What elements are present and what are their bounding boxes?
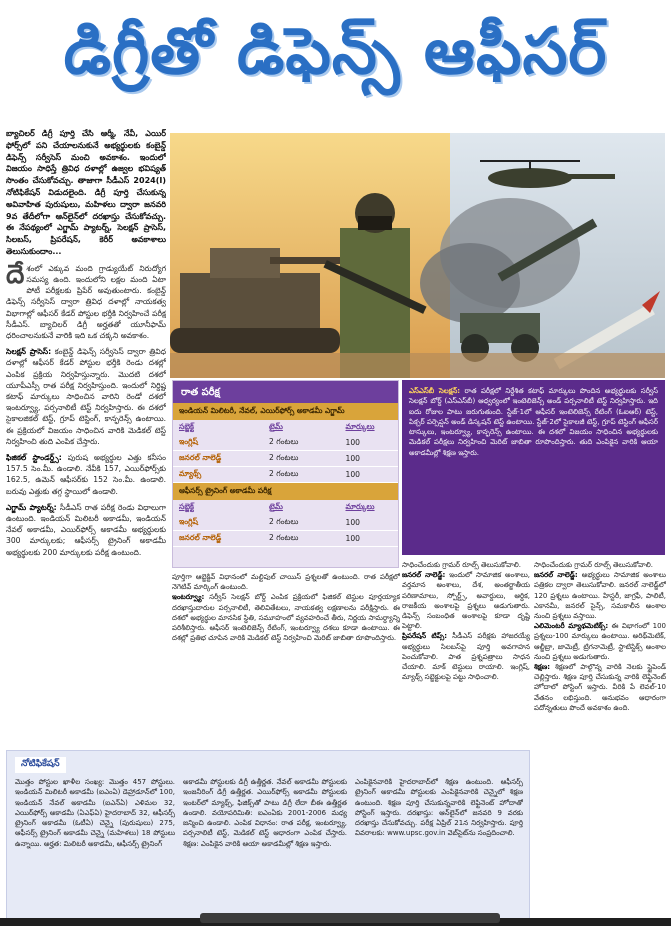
exam-subheader-ima: ఇండియన్ మిలిటరీ, నేవల్, ఎయిర్‌ఫోర్స్ అకాడమీ ఎగ్జామ్ — [173, 403, 398, 420]
notification-header: నోటిఫికేషన్ — [15, 757, 66, 773]
left-column — [6, 128, 166, 768]
intro-paragraph: దేశంలో ఎక్కువ మంది గ్రాడ్యుయేట్ నిరుద్యోగ సమస్య ఉంది. ఇందులోని లక్షల మంది ఏటా పోటీ పరీక్షలకు ప్రిపేర్ అవుతుంటారు. కంబైన్డ్ డిఫెన్స్ సర్వీసెస్ ద్వారా త్రివిధ దళాల్లో నాయకత్వ విభాగాల్లో ఆఫీసర్ కేడర్ పోస్టుల భర్తీకి నిర్వహించే పరీక్ష సీడీఎస్. బ్యాచిలర్ డిగ్రీ అర్హతతో యూనీఫామ్ ధరించాలనుకునే వారికి ఇది ఒక చక్కని అవకాశం. — [6, 259, 166, 340]
lead-paragraph: బ్యాచిలర్ డిగ్రీ పూర్తి చేసి ఆర్మీ, నేవీ, ఎయిర్ ఫోర్స్‌లో పని చేయాలనుకునే అభ్యర్థులకు కంబైన్డ్ డిఫెన్స్ సర్వీసెస్ మంచి అవకాశం. ఇందులో విజయం సాధిస్తే త్రివిధ దళాల్లో ఉజ్వల భవిష్యత్ సొంతం చేసుకోవచ్చు. తాజాగా సీడీఎస్ 2024(I) నోటిఫికేషన్ విడుదలైంది. డిగ్రీ పూర్తి చేసుకున్న అవివాహిత పురుషులు, మహిళలు ద్వారా జనవరి 9వ తేదీలోగా ఆన్‌లైన్‌లో దరఖాస్తు చేసుకోవచ్చు. ఈ నేపథ్యంలో ఎగ్జామ్ ప్యాటర్న్, సెలక్షన్ ప్రాసెస్, సిలబస్, ప్రిపరేషన్, కెరీర్ అవకాశాలు తెలుసుకుందాం... — [6, 129, 166, 256]
exam-subheader-ota: ఆఫీసర్స్ ట్రైనింగ్ అకాడమీ పరీక్ష — [173, 483, 398, 500]
middle-column — [172, 572, 400, 747]
defence-photo-collage — [170, 133, 665, 378]
exam-box-header: రాత పరీక్ష — [173, 381, 398, 403]
right-column — [534, 560, 666, 920]
ssb-text: రాత పరీక్షలో నిర్దేశిత కటాఫ్ మార్కులు పొందిన అభ్యర్థులకు సర్వీస్ సెలక్షన్ బోర్డ్ (ఎస్ఎస్‌బీ) ఆధ్వర్యంలో ఇంటెలిజెన్స్ అండ్ పర్సనాలిటీ టెస్ట్ నిర్వహిస్తారు. ఇది ఐదు రోజుల పాటు జరుగుతుంది. స్టేజ్-1లో ఆఫీసర్ ఇంటెలిజెన్స్ రేటింగ్ (ఓఐఆర్) టెస్ట్, పిక్చర్ పర్సెప్షన్ అండ్ డిస్కషన్ టెస్ట్ ఉంటాయి. స్టేజ్-2లో సైకాలజీ టెస్ట్, గ్రూప్ టెస్టింగ్ ఆఫీసర్ టాస్కులు, ఇంటర్వ్యూ, కాన్ఫరెన్స్ ఉంటాయి. ఈ దశలో విజయం సాధించిన అభ్యర్థులకు మెడికల్ పరీక్షలు నిర్వహించి మెరిట్ జాబితా రూపొందిస్తారు. తుది ఎంపికైన వారికి ఆయా అకాడమీల్లో శిక్షణ ఇస్తారు. — [409, 387, 658, 457]
collage-illustration — [170, 133, 665, 378]
exam-table-ima — [173, 420, 398, 483]
prep-paragraph: ప్రిపరేషన్ టిప్స్: సీడీఎస్ పరీక్షకు హాజరయ్యే అభ్యర్థులు సిలబస్‌పై పూర్తి అవగాహన పెంచుకోవాలి. పాత ప్రశ్నపత్రాలు సాధన చేయాలి. మాక్ టెస్టులు రాయాలి. ఇంగ్లిష్, మ్యాథ్స్ సబ్జెక్టులపై పట్టు సాధించాలి. — [402, 632, 530, 682]
col-time: టైమ్ — [269, 422, 283, 431]
notification-col-1: మొత్తం పోస్టుల ఖాళీల సంఖ్య: మొత్తం 457 పోస్టులు. ఇండియన్ మిలిటరీ అకాడమీ (ఐఎంఏ) డెహ్రాడూన్‌లో 100, ఇండియన్ నేవల్ అకాడమీ (ఐఎన్ఏ) ఎళిమల 32, ఎయిర్‌ఫోర్స్ అకాడమీ (ఏఎఫ్ఏ) హైదరాబాద్ 32, ఆఫీసర్స్ ట్రైనింగ్ అకాడమీ (ఓటీఏ) చెన్నై (పురుషులు) 275, ఆఫీసర్స్ ట్రైనింగ్ అకాడమీ చెన్నై (మహిళలు) 18 పోస్టులు ఉన్నాయి. అర్హత: మిలిటరీ అకాడమీ, ఆఫీసర్స్ ట్రైనింగ్ — [15, 778, 175, 848]
table-row: మ్యాథ్స్ 2 గంటలు 100 — [173, 467, 398, 483]
notification-col-2: అకాడమీ పోస్టులకు డిగ్రీ ఉత్తీర్ణత. నేవల్ అకాడమీ పోస్టులకు ఇంజనీరింగ్ డిగ్రీ ఉత్తీర్ణత. ఎయిర్‌ఫోర్స్ అకాడమీ పోస్టులకు ఇంటర్‌లో మ్యాథ్స్, ఫిజిక్స్‌తో పాటు డిగ్రీ లేదా బీఈ ఉత్తీర్ణత ఉండాలి. వయోపరిమితి: ఐఎంఏకు 2001-2006 మధ్య జన్మించి ఉండాలి. ఎంపిక విధానం: రాత పరీక్ష, ఇంటర్వ్యూ, పర్సనాలిటీ టెస్ట్, మెడికల్ టెస్ట్ ఆధారంగా ఎంపిక చేస్తారు. శిక్షణ: ఎంపికైన వారికి ఆయా అకాడమీల్లో శిక్షణ ఇస్తారు. — [183, 778, 347, 848]
center-column — [402, 560, 530, 748]
interview-paragraph: ఇంటర్వ్యూ: సర్వీస్ సెలక్షన్ బోర్డ్ ఎంపిక ప్రక్రియలో ఫిజికల్ టెస్టుల పూర్తయ్యాక దరఖాస్తుదారుల పర్సనాలిటీ, తెలివితేటలు, నాయకత్వ లక్షణాలను పరీక్షిస్తారు. ఈ దశలో అభ్యర్థుల మానసిక స్థితి, సమూహంలో వ్యవహరించే తీరు, నిర్ణయ సామర్థ్యాన్ని పరిశీలిస్తారు. ఆఫీసర్ ఇంటెలిజెన్స్ రేటింగ్, ఇంటర్వ్యూ దశలు కూడా ఉంటాయి. ఈ దశల్లో ప్రతిభ చూపిన వారికి మెడికల్ టెస్ట్ నిర్వహించి మెరిట్ జాబితా రూపొందిస్తారు. — [172, 593, 400, 643]
ssb-label: ఎస్ఎస్‌బీ సెలక్షన్: — [409, 387, 461, 395]
page-title: డిగ్రీతో డిఫెన్స్ ఆఫీసర్ — [63, 14, 608, 89]
notification-box — [6, 750, 530, 920]
table-row: ఇంగ్లిష్ 2 గంటలు 100 — [173, 435, 398, 451]
objective-paragraph: పూర్తిగా ఆబ్జెక్టివ్ విధానంలో మల్టిపుల్ చాయిస్ ప్రశ్నలతో ఉంటుంది. రాత పరీక్షలో నెగెటివ్ మార్కింగ్ ఉంటుంది. — [172, 573, 400, 592]
drop-letter: దే — [6, 259, 25, 290]
smoke-cloud-2 — [420, 243, 520, 323]
table-row: జనరల్ నాలెడ్జ్ 2 గంటలు 100 — [173, 451, 398, 467]
pattern-paragraph: ఎగ్జామ్ ప్యాటర్న్: సీడీఎస్ రాత పరీక్ష రెండు విధాలుగా ఉంటుంది. ఇండియన్ మిలిటరీ అకాడమీ, ఇండియన్ నేవల్ అకాడమీ, ఎయిర్‌ఫోర్స్ అకాడమీ అభ్యర్థులకు 300 మార్కులకు; ఆఫీసర్స్ ట్రైనింగ్ అకాడమీ అభ్యర్థులకు 200 మార్కులకు పరీక్ష ఉంటుంది. — [6, 502, 166, 557]
gk-paragraph: జనరల్ నాలెడ్జ్: ఇందులో సామాజిక అంశాలు, వర్తమాన అంశాలు, దేశ, అంతర్జాతీయ పరిణామాలు, స్పోర్ట్స్, అవార్డులు, ఆర్థిక, రాజకీయ అంశాలపై ప్రశ్నలు అడుగుతారు. డిఫెన్స్ సంబంధిత అంశాలపై కూడా దృష్టి పెట్టాలి. — [402, 571, 530, 631]
bottom-strip — [0, 918, 671, 926]
ssb-selection-box — [402, 380, 665, 555]
exam-table-ota — [173, 500, 398, 547]
written-exam-box — [172, 380, 399, 568]
col-subject: సబ్జెక్ట్ — [179, 422, 194, 431]
maths-paragraph: ఎలిమెంటరీ మ్యాథమెటిక్స్: ఈ విభాగంలో 100 ప్రశ్నలు-100 మార్కులు ఉంటాయి. అరిథ్‌మెటిక్, ఆల్జీబ్రా, జామెట్రీ, ట్రిగనామెట్రీ, స్టాటిస్టిక్స్ అంశాల నుంచి ప్రశ్నలు అడుగుతారు. — [534, 622, 666, 661]
training-paragraph: శిక్షణ: శిక్షణలో పాల్గొన్న వారికి నెలకు స్టైపెండ్ చెల్లిస్తారు. శిక్షణ పూర్తి చేసుకున్న వారికి లెఫ్టినెంట్ హోదాలో పోస్టింగ్ ఇస్తారు. వీరికి పే లెవల్-10 వేతనం లభిస్తుంది. అనుభవం ఆధారంగా పదోన్నతులు పొందే అవకాశం ఉంది. — [534, 663, 666, 712]
col-subject: సబ్జెక్ట్ — [179, 502, 194, 511]
col-time: టైమ్ — [269, 502, 283, 511]
physical-paragraph: ఫిజికల్ స్టాండర్డ్స్: పురుష అభ్యర్థుల ఎత్తు కనీసం 157.5 సెం.మీ. ఉండాలి. నేవీకి 157, ఎయిర్‌ఫోర్స్‌కు 162.5, ఉమెన్ ఆఫీసర్‌కు 152 సెం.మీ. ఉండాలి. బరువు ఎత్తుకు తగ్గ స్థాయిలో ఉండాలి. — [6, 453, 166, 496]
grammar-paragraph: సాధించేందుకు గ్రామర్ రూల్స్ తెలుసుకోవాలి. — [402, 561, 521, 569]
table-row: జనరల్ నాలెడ్జ్ 2 గంటలు 100 — [173, 531, 398, 547]
selection-paragraph: సెలక్షన్ ప్రాసెస్: కంబైన్డ్ డిఫెన్స్ సర్వీసెస్ ద్వారా త్రివిధ దళాల్లో ఆఫీసర్ కేడర్ పోస్టుల భర్తీకి రెండు దశల్లో ఎంపిక ప్రక్రియ నిర్వహిస్తున్నారు. మొదటి దశలో యూపీఎస్సీ రాత పరీక్ష నిర్వహిస్తుంది. ఇందులో నిర్దిష్ట కటాఫ్ మార్కులు సాధించిన వారిని రెండో దశలో ఇంటర్వ్యూ, పర్సనాలిటీ టెస్ట్ నిర్వహిస్తారు. ఈ దశలో సైకాలజికల్ టెస్ట్, గ్రూప్ టెస్టింగ్, కాన్ఫరెన్స్ ఉంటాయి. ఈ ప్రక్రియలో విజయం సాధించిన వారికి మెడికల్ టెస్ట్ నిర్వహించి తుది ఎంపిక చేస్తారు. — [6, 347, 166, 446]
col-marks: మార్కులు — [345, 502, 375, 511]
bottom-strip-bar — [200, 913, 500, 923]
right-grammar-paragraph: సాధించేందుకు గ్రామర్ రూల్స్ తెలుసుకోవాలి. — [534, 561, 653, 569]
notification-col-3: ఎంపికైనవారికి హైదరాబాద్‌లో శిక్షణ ఉంటుంది. ఆఫీసర్స్ ట్రైనింగ్ అకాడమీ పోస్టులకు ఎంపికైనవారికి చెన్నైలో శిక్షణ ఉంటుంది. శిక్షణ పూర్తి చేసుకున్నవారికి లెఫ్టినెంట్ హోదాతో పోస్టింగ్ ఇస్తారు. దరఖాస్తు: ఆన్‌లైన్‌లో జనవరి 9 వరకు దరఖాస్తు చేసుకోవచ్చు. పరీక్ష ఏప్రిల్ 21న నిర్వహిస్తారు. పూర్తి వివరాలకు: www.upsc.gov.in వెబ్‌సైట్‌ను సంప్రదించాలి. — [355, 778, 523, 838]
right-gk-paragraph: జనరల్ నాలెడ్జ్: అభ్యర్థులు సామాజిక అంశాలు పత్రికల ద్వారా తెలుసుకోవాలి. జనరల్ నాలెడ్జ్‌లో 120 ప్రశ్నలు ఉంటాయి. హిస్టరీ, జాగ్రఫీ, పాలిటీ, ఎకానమీ, జనరల్ సైన్స్, సమకాలీన అంశాల నుంచి ప్రశ్నలు వస్తాయి. — [534, 571, 666, 621]
ground — [170, 353, 665, 378]
table-row: ఇంగ్లిష్ 2 గంటలు 100 — [173, 515, 398, 531]
col-marks: మార్కులు — [345, 422, 375, 431]
